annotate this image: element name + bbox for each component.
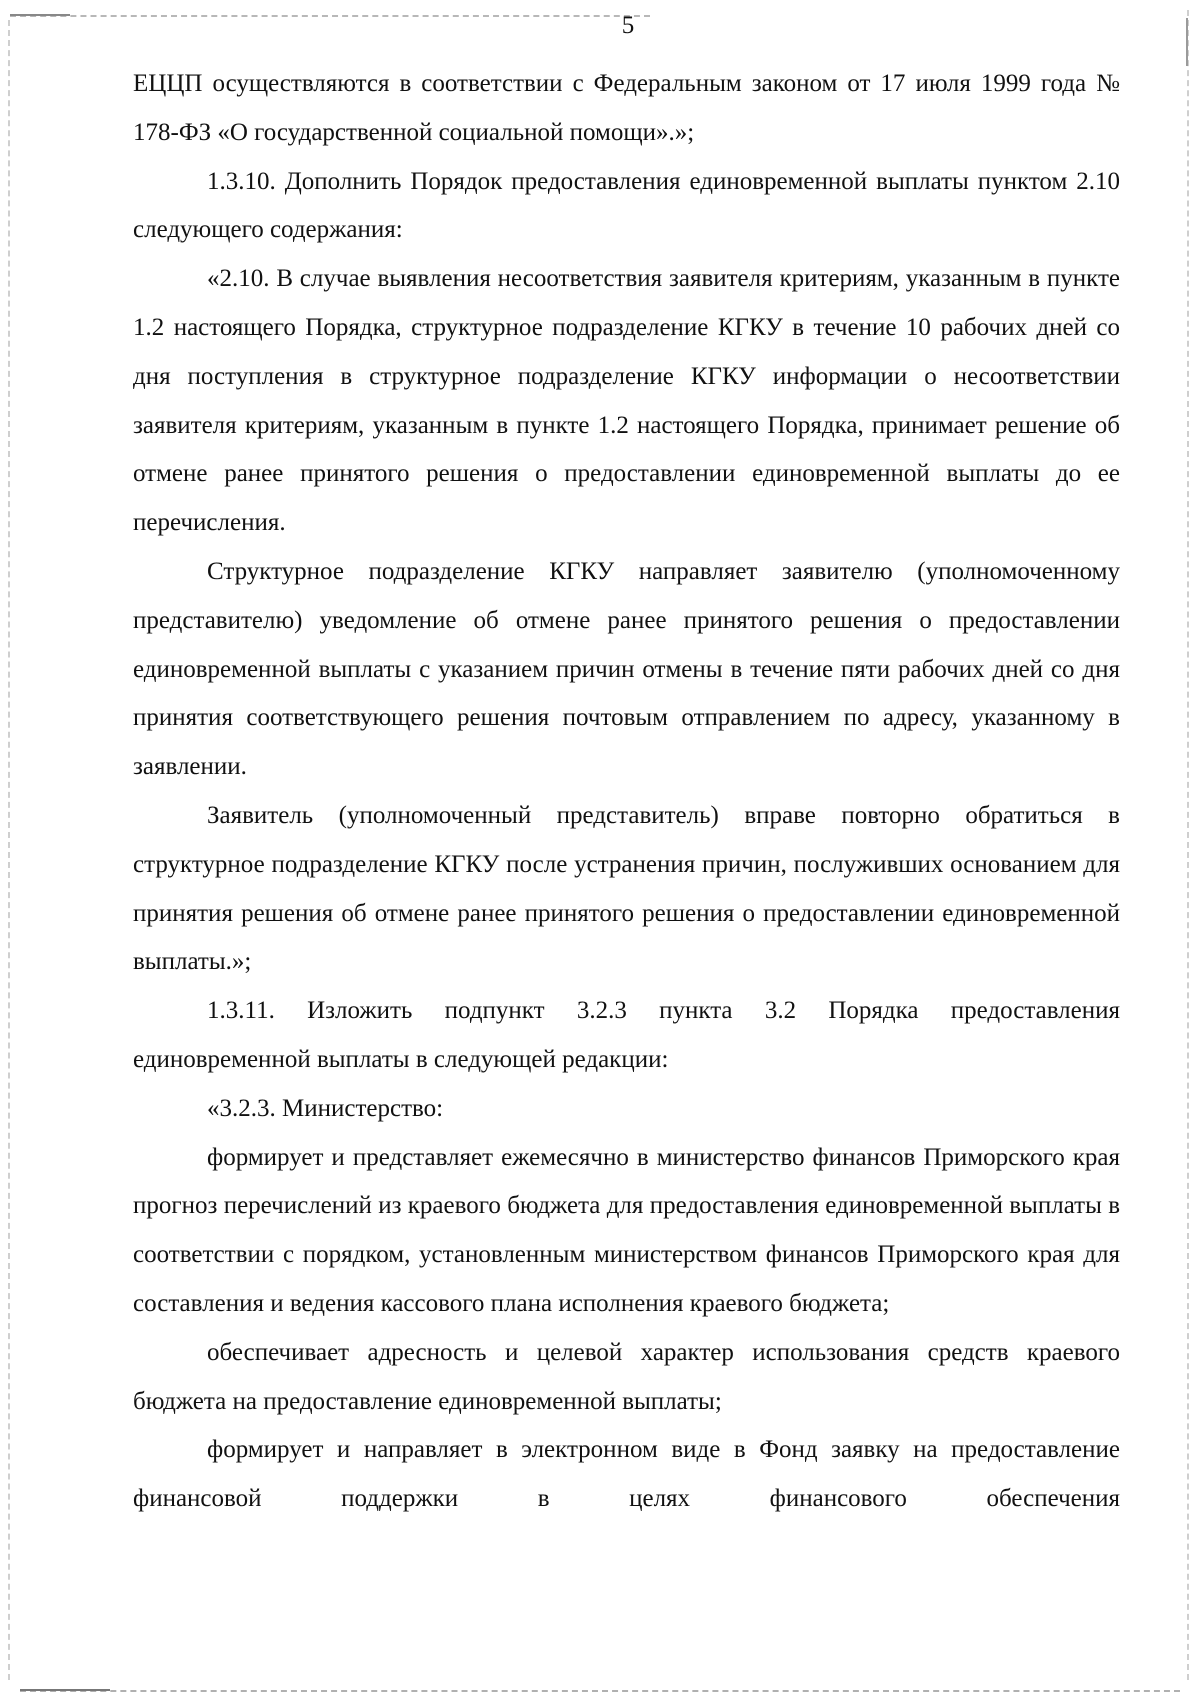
paragraph-2: 1.3.10. Дополнить Порядок предоставления единовременной выплаты пунктом 2.10 следующего содержания: bbox=[133, 167, 1120, 244]
paragraph-10: формирует и направляет в электронном виде в Фонд заявку на предоставление финансовой поддержки в целях финансового обеспечения bbox=[133, 1436, 1120, 1513]
page-number: 5 bbox=[621, 12, 635, 39]
paragraph-6: 1.3.11. Изложить подпункт 3.2.3 пункта 3.2 Порядка предоставления единовременной выплаты в следующей редакции: bbox=[133, 997, 1120, 1073]
paragraph-5: Заявитель (уполномоченный представитель) вправе повторно обратиться в структурное подразделение КГКУ после устранения причин, послуживших основанием для принятия решения об отмене ранее принятого решения о предоставлении единовременной выплаты.»; bbox=[133, 801, 1120, 976]
paragraph-7: «3.2.3. Министерство: bbox=[207, 1094, 444, 1122]
paragraph-3: «2.10. В случае выявления несоответствия заявителя критериям, указанным в пункте 1.2 настоящего Порядка, структурное подразделение КГКУ в течение 10 рабочих дней со дня поступления в структурное подразделение КГКУ информации о несоответствии заявителя критериям, указанным в пункте 1.2 настоящего Порядка, принимает решение об отмене ранее принятого решения о предоставлении единовременной выплаты до ее перечисления. bbox=[133, 265, 1120, 537]
paragraph-4: Структурное подразделение КГКУ направляет заявителю (уполномоченному представителю) уведомление об отмене ранее принятого решения о предоставлении единовременной выплаты с указанием причин отмены в течение пяти рабочих дней со дня принятия соответствующего решения почтовым отправлением по адресу, указанному в заявлении. bbox=[133, 557, 1120, 781]
scan-edge-left bbox=[8, 20, 10, 1680]
paragraph-1: ЕЦЦП осуществляются в соответствии с Федеральным законом от 17 июля 1999 года № 178-ФЗ «О государственной социальной помощи».»; bbox=[133, 70, 1120, 146]
paragraph-8: формирует и представляет ежемесячно в министерство финансов Приморского края прогноз перечислений из краевого бюджета для предоставления единовременной выплаты в соответствии с порядком, установленным министерством финансов Приморского края для составления и ведения кассового плана исполнения краевого бюджета; bbox=[133, 1143, 1120, 1317]
scan-edge-bottom-mark bbox=[20, 1689, 110, 1691]
scan-edge-right bbox=[1187, 10, 1189, 1680]
document-body bbox=[133, 60, 1120, 1524]
scan-edge-bottom bbox=[20, 1690, 1180, 1692]
paragraph-9: обеспечивает адресность и целевой характер использования средств краевого бюджета на предоставление единовременной выплаты; bbox=[133, 1338, 1120, 1415]
